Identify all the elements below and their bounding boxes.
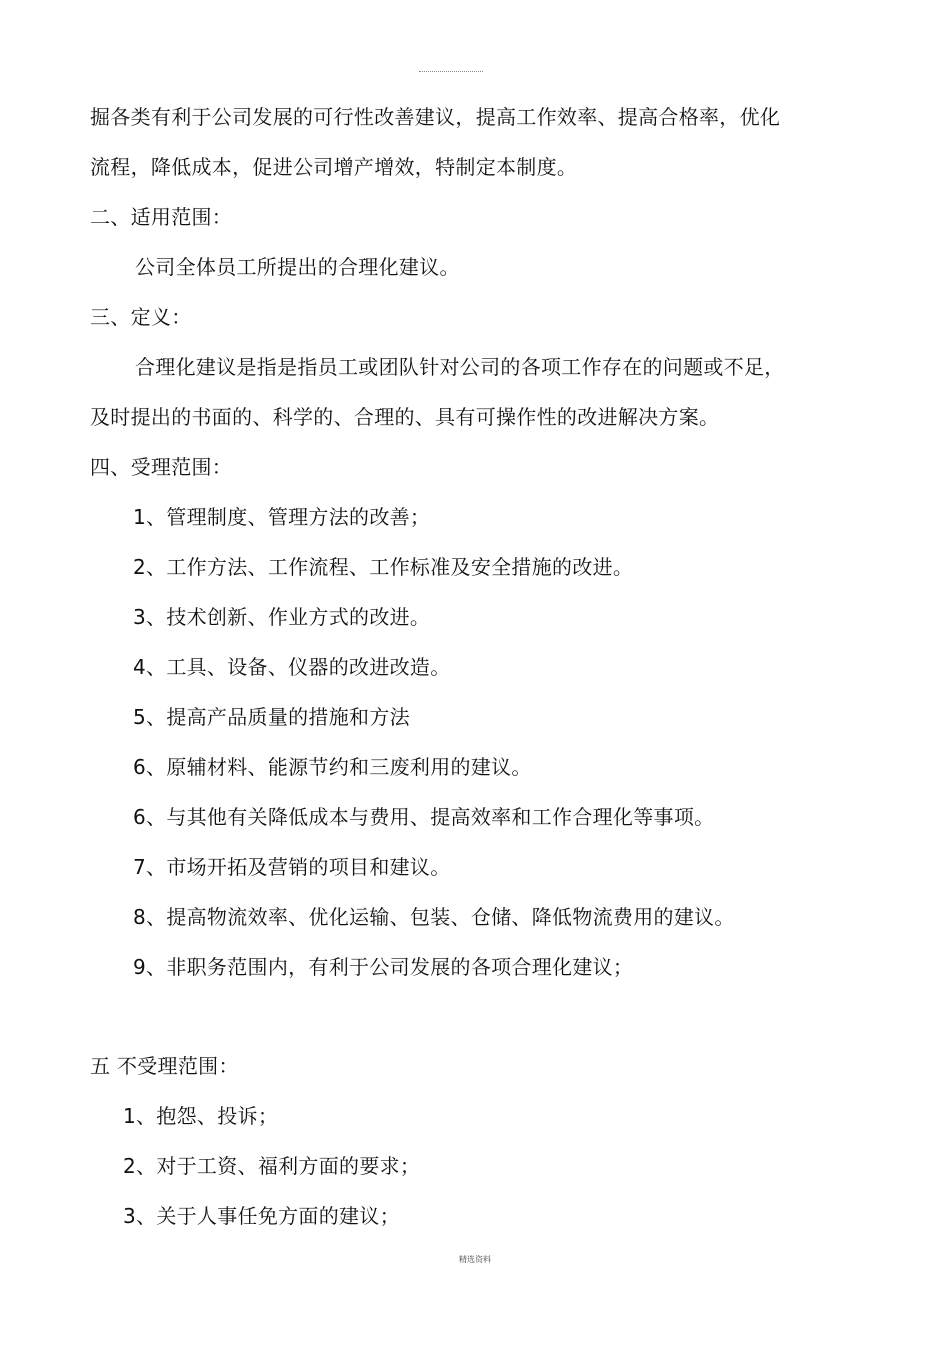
intro-line-1: 掘各类有利于公司发展的可行性改善建议，提高工作效率、提高合格率，优化 [90,105,781,129]
section-4-heading: 四、受理范围： [90,455,233,479]
header-rule [419,71,483,72]
list-item: 8、提高物流效率、优化运输、包装、仓储、降低物流费用的建议。 [133,905,735,929]
section-3-heading: 三、定义： [90,305,192,329]
list-item: 2、工作方法、工作流程、工作标准及安全措施的改进。 [133,555,634,579]
list-item: 4、工具、设备、仪器的改进改造。 [133,655,451,679]
list-item: 7、市场开拓及营销的项目和建议。 [133,855,451,879]
section-5-heading: 五 不受理范围： [90,1054,239,1078]
intro-line-2: 流程，降低成本，促进公司增产增效，特制定本制度。 [90,155,578,179]
section-2-body: 公司全体员工所提出的合理化建议。 [135,255,460,279]
list-item: 2、对于工资、福利方面的要求； [123,1154,421,1178]
list-item: 5、提高产品质量的措施和方法 [133,705,410,729]
list-item: 6、与其他有关降低成本与费用、提高效率和工作合理化等事项。 [133,805,715,829]
list-item: 1、抱怨、投诉； [123,1104,279,1128]
list-item: 1、管理制度、管理方法的改善； [133,505,431,529]
section-3-body-line-2: 及时提出的书面的、科学的、合理的、具有可操作性的改进解决方案。 [90,405,720,429]
list-item: 3、技术创新、作业方式的改进。 [133,605,431,629]
list-item: 3、关于人事任免方面的建议； [123,1204,400,1228]
list-item: 9、非职务范围内，有利于公司发展的各项合理化建议； [133,955,634,979]
list-item: 6、原辅材料、能源节约和三废利用的建议。 [133,755,532,779]
section-3-body-line-1: 合理化建议是指是指员工或团队针对公司的各项工作存在的问题或不足， [135,355,785,379]
section-2-heading: 二、适用范围： [90,205,233,229]
page-footer: 精选资料 [459,1255,491,1264]
